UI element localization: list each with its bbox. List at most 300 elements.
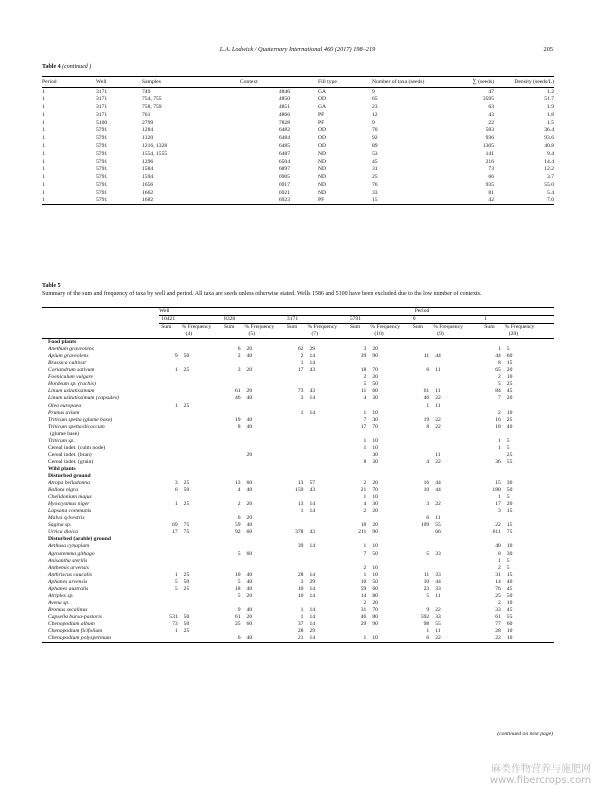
- table4-column-header: Density (seeds/L): [514, 79, 554, 85]
- table5-sum-cell: 7: [363, 550, 367, 557]
- table4-cell: ND: [318, 174, 327, 181]
- table5-taxon: Triticum spelta (glume base): [48, 416, 113, 423]
- table5-sum-cell: 29: [360, 620, 367, 627]
- table5-freq-cell: 14: [304, 635, 347, 643]
- table4-cell: 36.4: [544, 127, 554, 134]
- table5-sum-cell: 77: [495, 620, 501, 627]
- table5-group-heading-row: [42, 473, 554, 480]
- table4-cell: 5791: [96, 158, 108, 165]
- table5-freq-cell: [304, 445, 347, 452]
- table5-freq-cell: 40: [506, 578, 513, 585]
- table4-cell: 1594: [142, 174, 154, 181]
- table5-freq-cell: [502, 403, 554, 410]
- table5-sum-cell: 1: [174, 501, 178, 508]
- table5-sum-cell: 1: [348, 635, 368, 643]
- table4-cell: 6504: [278, 158, 290, 165]
- table5-sum-cell: 9: [174, 353, 178, 360]
- table5-freq-cell: [179, 452, 222, 459]
- table4-cell: 1216, 1328: [142, 142, 168, 149]
- table5-sum-cell: [285, 600, 305, 607]
- table4-cell: 3171: [96, 88, 108, 95]
- table5-freq-cell: [242, 543, 285, 550]
- table5-freq-cell: [367, 515, 410, 522]
- table5-sum-cell: 1: [363, 437, 367, 444]
- table5-sum-cell: [159, 381, 179, 388]
- table5-sum-cell: [159, 395, 179, 402]
- table5-taxon: Foeniculum vulgare: [48, 374, 93, 381]
- table5-empty-cell: [367, 473, 410, 480]
- table4-cell: 63: [488, 103, 494, 110]
- table4-cell: OD: [318, 96, 327, 103]
- table5-freq-cell: 15: [506, 522, 513, 529]
- table5-group-name: 10421: [159, 316, 222, 324]
- table4-row: [42, 150, 554, 158]
- table5-freq-cell: 40: [506, 423, 513, 430]
- table5-freq-header: [179, 324, 222, 339]
- table5-freq-cell: 60: [372, 585, 378, 592]
- table5-row: [42, 367, 554, 374]
- table4-cell: 55.0: [544, 181, 554, 188]
- table5-freq-cell: [304, 565, 347, 572]
- table5-freq-cell: 10: [502, 635, 554, 643]
- table5-sum-cell: [222, 452, 242, 459]
- table4-cell: 1: [42, 111, 45, 118]
- table5-freq-cell: 10: [372, 564, 378, 571]
- table5-freq-cell: 22: [435, 395, 441, 402]
- table5-sum-cell: 46: [423, 395, 430, 402]
- table4-cell: 754, 755: [142, 96, 162, 103]
- table5-sum-cell: 8: [237, 423, 241, 430]
- table5-taxon: Anethum graveolens: [48, 346, 94, 353]
- table5-row: [42, 452, 554, 459]
- table5-taxon: Agrostemma githago: [48, 550, 95, 557]
- table5-sum-cell: 23: [423, 585, 430, 592]
- table5-freq-cell: 50: [183, 620, 190, 627]
- table5-freq-cell: 50: [183, 578, 190, 585]
- table5-sum-cell: [285, 381, 305, 388]
- table5-freq-cell: 43: [309, 388, 316, 395]
- table4-cell: 6487: [278, 150, 290, 157]
- table4-column-header: Context: [240, 79, 258, 85]
- table5-empty-cell: [179, 431, 222, 438]
- table5-empty-cell: [482, 466, 502, 473]
- table5-freq-cell: [242, 360, 285, 367]
- table5-empty-cell: [430, 473, 482, 480]
- table5-empty-cell: [242, 473, 285, 480]
- table4-cell: 1.9: [547, 103, 554, 110]
- table5-freq-cell: [430, 445, 482, 452]
- table5-header-row-top: [42, 308, 554, 316]
- table5-sum-cell: 5: [426, 592, 430, 599]
- table5-freq-cell: [430, 565, 482, 572]
- table5-freq-cell: 5: [506, 557, 510, 564]
- table5-label: Table 5: [42, 283, 61, 289]
- table5-freq-cell: 29: [309, 628, 316, 635]
- table5-taxon: Prunus avium: [48, 409, 80, 416]
- table5-freq-cell: 14: [309, 543, 316, 550]
- table5-sum-cell: 2: [363, 480, 367, 487]
- table5-sum-cell: [285, 494, 305, 501]
- table5-freq-cell: 43: [309, 529, 316, 536]
- table5-sum-cell: [222, 438, 242, 445]
- table5-freq-cell: 75: [183, 529, 190, 536]
- table5-freq-cell: 20: [246, 451, 253, 458]
- table5-sum-cell: [285, 551, 305, 558]
- table5-sum-cell: [159, 346, 179, 353]
- table5-sum-cell: [411, 494, 431, 501]
- table5-row: [42, 508, 554, 515]
- table5-sum-cell: [159, 374, 179, 381]
- table5-sum-cell: [348, 360, 368, 367]
- table5-empty-cell: [348, 536, 368, 543]
- table5-sum-cell: 8: [426, 423, 430, 430]
- table5-freq-cell: 50: [372, 550, 378, 557]
- table4-cell: 92: [372, 135, 378, 142]
- table5-sum-cell: 10: [423, 578, 430, 585]
- table5-freq-cell: 15: [506, 508, 513, 515]
- table5-freq-cell: [304, 438, 347, 445]
- table5-sum-cell: 8: [498, 550, 501, 557]
- table5-row: [42, 621, 554, 628]
- table5-freq-cell: [179, 551, 222, 558]
- table4-cell: 1: [42, 135, 45, 142]
- table5-freq-cell: [179, 360, 222, 367]
- table4-row: [42, 158, 554, 166]
- table5-sum-cell: 159: [295, 487, 304, 494]
- table5-freq-cell: 90: [372, 529, 378, 536]
- table5-freq-cell: [304, 459, 347, 466]
- table5-sum-cell: 6: [237, 346, 241, 353]
- table5-freq-cell: 40: [246, 416, 253, 423]
- table4-cell: ND: [318, 166, 327, 173]
- table4-header-row: [42, 77, 554, 88]
- table5-sum-cell: 2: [237, 501, 241, 508]
- table5-row: [42, 353, 554, 360]
- table5-sum-cell: 28: [495, 628, 501, 635]
- table5-freq-cell: 40: [242, 635, 285, 643]
- table5-empty-cell: [348, 466, 368, 473]
- table5-row: [42, 586, 554, 593]
- table5-freq-cell: 30: [372, 458, 378, 465]
- table5-empty-cell: [285, 536, 305, 543]
- table5-sum-cell: [411, 600, 431, 607]
- table5-row: [42, 346, 554, 353]
- table5-freq-cell: 33: [435, 550, 441, 557]
- table4-cell: 1: [42, 96, 45, 103]
- table5-freq-cell: [304, 452, 347, 459]
- table5-sum-cell: 2: [300, 353, 304, 360]
- watermark-line-2: www.fibercrops.com: [489, 775, 591, 786]
- table5-sum-cell: [285, 522, 305, 529]
- table5-freq-cell: [304, 417, 347, 424]
- table5-sum-cell: 18: [234, 585, 241, 592]
- table4-cell: 1305: [482, 142, 494, 149]
- table5-taxon: Malva sylvestris: [48, 515, 85, 522]
- table5-sum-cell: 2: [498, 599, 501, 606]
- table5-sum-cell: [411, 452, 431, 459]
- table5-sum-cell: [222, 600, 242, 607]
- table5-taxon: Linum usitatissimum (capsules): [48, 395, 119, 402]
- table5-sum-cell: 14: [495, 578, 501, 585]
- table5-freq-label: % Frequency: [307, 324, 338, 331]
- table5-freq-cell: [304, 494, 347, 501]
- table5-sum-cell: 8: [363, 458, 367, 465]
- table5-freq-cell: 10: [506, 628, 513, 635]
- table5-empty-cell: [367, 536, 410, 543]
- table5-empty-cell: [222, 536, 242, 543]
- table5-freq-cell: 25: [506, 451, 513, 458]
- table5-freq-cell: 10: [506, 409, 513, 416]
- table5-sum-cell: 1: [498, 444, 501, 451]
- table4-row: [42, 189, 554, 197]
- table5-freq-cell: [367, 558, 410, 565]
- table5-freq-cell: 10: [372, 494, 378, 501]
- table5-freq-cell: 20: [246, 346, 253, 353]
- table5-freq-cell: 11: [435, 402, 441, 409]
- table5-freq-cell: 25: [183, 402, 190, 409]
- table5-freq-cell: 90: [372, 353, 378, 360]
- table5-sum-cell: 3: [363, 346, 367, 353]
- table5-sum-cell: 1: [363, 543, 367, 550]
- table5-sum-cell: 2: [363, 374, 367, 381]
- table5-freq-cell: [242, 438, 285, 445]
- table4-row: [42, 95, 554, 103]
- table5-taxon: Chenopodium ficifolium: [48, 628, 103, 635]
- table5-sum-cell: 19: [234, 416, 241, 423]
- table4-cell: 1682: [142, 197, 154, 204]
- table5-sum-cell: 18: [495, 423, 501, 430]
- table5-row: [42, 360, 554, 367]
- table5-sum-cell: 2: [498, 564, 501, 571]
- table5-row: [42, 522, 554, 529]
- table5-freq-cell: 60: [246, 480, 253, 487]
- table5-sum-header: Sum: [159, 324, 179, 339]
- table5-freq-cell: [242, 374, 285, 381]
- table5-sum-cell: 13: [234, 480, 241, 487]
- table5-freq-cell: [179, 543, 222, 550]
- table5-freq-cell: 10: [506, 599, 513, 606]
- table4-row: [42, 119, 554, 127]
- table5-taxon: Atropa belladonna: [48, 480, 90, 487]
- table4-row: [42, 181, 554, 189]
- table5-sum-cell: 5: [237, 578, 241, 585]
- table5-sum-cell: 3: [300, 578, 304, 585]
- table4-cell: 5791: [96, 127, 108, 134]
- table5-empty-cell: [179, 473, 222, 480]
- table5-sum-cell: 3: [426, 501, 430, 508]
- table4-cell: 9.4: [547, 150, 554, 157]
- table5-freq-cell: [242, 558, 285, 565]
- table5-sum-cell: [348, 515, 368, 522]
- table5-sum-cell: [222, 628, 242, 635]
- table5-freq-cell: 80: [372, 613, 378, 620]
- table5-sum-cell: 1: [300, 508, 304, 515]
- table5-freq-cell: 50: [506, 487, 513, 494]
- table5-sum-cell: 611: [492, 529, 501, 536]
- table5-empty-cell: [502, 466, 554, 473]
- table5-sum-cell: 7: [498, 395, 501, 402]
- table5-freq-count: (10): [374, 330, 384, 337]
- table5-sum-cell: 5: [363, 381, 367, 388]
- table5-row: [42, 572, 554, 579]
- table5-freq-header: [304, 324, 347, 339]
- table5-sum-cell: 10: [234, 571, 241, 578]
- table5-freq-cell: [179, 565, 222, 572]
- table4-cell: 6917: [278, 181, 290, 188]
- table5-freq-cell: 75: [183, 522, 190, 529]
- table5-sum-cell: 3: [300, 395, 304, 402]
- table4-cell: 73: [488, 166, 494, 173]
- table4-cell: 15: [372, 197, 378, 204]
- table4-cell: 12.2: [544, 166, 554, 173]
- table4-cell: 23: [372, 103, 378, 110]
- table5-freq-cell: 22: [435, 416, 441, 423]
- table5-empty-cell: [482, 473, 502, 480]
- table5-sum-cell: [285, 459, 305, 466]
- table5-row: [42, 565, 554, 572]
- table5-freq-cell: 44: [435, 578, 441, 585]
- table5-freq-cell: 50: [183, 353, 190, 360]
- table5-sum-cell: [222, 494, 242, 501]
- table5-empty-cell: [242, 339, 285, 347]
- table5-sum-cell: [411, 438, 431, 445]
- table4-cell: ND: [318, 181, 327, 188]
- table5-sum-cell: 3: [174, 480, 178, 487]
- table5-freq-cell: [430, 410, 482, 417]
- table5-freq-cell: 25: [506, 416, 513, 423]
- table5-freq-cell: 20: [246, 367, 253, 374]
- table5-sum-cell: [222, 508, 242, 515]
- table4-cell: 5791: [96, 150, 108, 157]
- table5-sum-cell: [159, 424, 179, 431]
- table5-freq-cell: [430, 558, 482, 565]
- table5-sum-cell: [285, 445, 305, 452]
- table5-sum-cell: [411, 543, 431, 550]
- table5-freq-cell: 10: [367, 635, 410, 643]
- table5-taxon: Apium graveolens: [48, 353, 89, 360]
- table4-cell: 53: [372, 150, 378, 157]
- table5-well-label: Well: [159, 308, 411, 316]
- table5-freq-cell: 40: [246, 578, 253, 585]
- table5-freq-cell: 10: [372, 571, 378, 578]
- table5-sum-cell: 10: [297, 592, 304, 599]
- table4-cell: 936: [485, 135, 494, 142]
- table5-freq-cell: [242, 628, 285, 635]
- table5-sum-cell: 531: [169, 613, 178, 620]
- table4-cell: 1.2: [547, 88, 554, 95]
- table5-freq-cell: [179, 381, 222, 388]
- table5-freq-cell: [430, 508, 482, 515]
- table5-freq-cell: 5: [506, 564, 510, 571]
- table4-cell: OD: [318, 127, 327, 134]
- table5-taxon: Triticum spelta/dicoccum: [48, 423, 105, 430]
- table4-cell: 761: [142, 111, 151, 118]
- table5-sum-cell: [159, 593, 179, 600]
- table5-sum-cell: 109: [420, 522, 430, 529]
- table5-freq-cell: 22: [435, 423, 441, 430]
- table5-empty-cell: [411, 536, 431, 543]
- table5-taxon: Atriplex sp.: [48, 592, 74, 599]
- table5-taxon: Chenopodium polyspermum: [42, 635, 159, 643]
- table5-freq-cell: 50: [506, 592, 513, 599]
- table5-header-blank: [42, 324, 159, 339]
- table5-freq-cell: 55: [506, 458, 513, 465]
- table5-sum-cell: [159, 543, 179, 550]
- table5-freq-cell: [430, 374, 482, 381]
- table5-freq-cell: 60: [506, 353, 513, 360]
- table5-taxon: Cereal indet. (grain): [48, 458, 94, 465]
- table5-freq-cell: [242, 494, 285, 501]
- table5-sum-cell: 4: [363, 395, 367, 402]
- table5-freq-cell: 14: [309, 501, 316, 508]
- table5-sum-cell: 18: [360, 367, 367, 374]
- table4-cell: 1284: [142, 127, 154, 134]
- table5-freq-cell: 20: [372, 508, 378, 515]
- table5-sum-cell: 59: [234, 522, 241, 529]
- table4-cell: 5791: [96, 166, 108, 173]
- table5-sum-cell: 33: [495, 606, 501, 613]
- table5-row: [42, 403, 554, 410]
- table5-freq-cell: 44: [435, 353, 441, 360]
- table5-freq-cell: 14: [309, 592, 316, 599]
- table5-row: [42, 579, 554, 586]
- table5-freq-cell: 20: [246, 592, 253, 599]
- table5-freq-cell: 70: [372, 367, 378, 374]
- table5-sum-cell: 4: [363, 501, 367, 508]
- table5-sum-cell: 44: [495, 353, 501, 360]
- table5-empty-cell: [159, 431, 179, 438]
- table4-label: Table 4: [42, 64, 61, 70]
- table5-freq-cell: 25: [183, 367, 190, 374]
- table5-sum-cell: 1: [174, 367, 178, 374]
- table4: [42, 76, 554, 205]
- table4-cell: ND: [318, 189, 327, 196]
- table5-taxon: Cereal indet. (bran): [48, 451, 92, 458]
- table5-sum-cell: 28: [297, 571, 304, 578]
- table5-row: [42, 438, 554, 445]
- table5-taxon: Coriandrum sativum: [48, 367, 95, 374]
- table5-freq-cell: 70: [372, 423, 378, 430]
- table5-empty-cell: [482, 431, 502, 438]
- table5-freq-cell: [367, 403, 410, 410]
- table5-taxon: Lapsana communis: [48, 508, 92, 515]
- table5-row: [42, 431, 554, 438]
- table5-freq-cell: 30: [372, 451, 378, 458]
- table5-group-name: 5791: [348, 316, 411, 324]
- table5-freq-count: (5): [248, 330, 256, 337]
- table5-sum-cell: 1: [363, 571, 367, 578]
- table4-cell: 14.4: [544, 158, 554, 165]
- table4-cell: 4851: [278, 103, 290, 110]
- table4-cell: OD: [318, 135, 327, 142]
- table4-cell: 1: [42, 189, 45, 196]
- table5-row: [42, 445, 554, 452]
- table5-sum-cell: [159, 607, 179, 614]
- table4-row: [42, 142, 554, 150]
- table5-sum-cell: 25: [495, 592, 501, 599]
- table5-sum-cell: [159, 452, 179, 459]
- table5-sum-cell: [222, 360, 242, 367]
- table5-freq-cell: 25: [183, 571, 190, 578]
- table5-freq-cell: 44: [435, 487, 441, 494]
- table5-sum-header: Sum: [285, 324, 305, 339]
- table5-freq-cell: [179, 417, 222, 424]
- table5-freq-cell: 20: [506, 501, 513, 508]
- table4-row: [42, 197, 554, 205]
- table5-group-name: 0: [411, 316, 483, 324]
- table5-freq-cell: 25: [183, 585, 190, 592]
- table5-freq-cell: [242, 381, 285, 388]
